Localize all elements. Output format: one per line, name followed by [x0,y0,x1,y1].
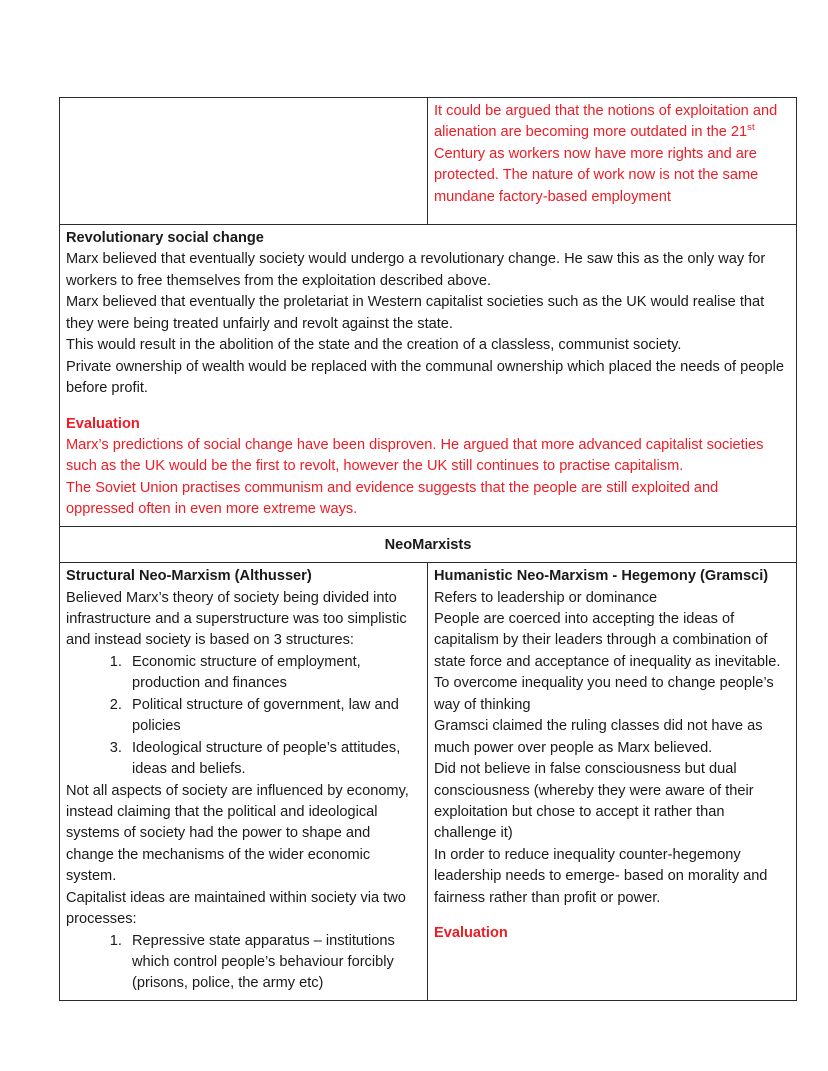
list-item: 3. Ideological structure of people’s attitudes, ideas and beliefs. [126,738,421,781]
neomarxists-header-cell [60,526,797,562]
evaluation-heading: Evaluation [434,925,508,942]
body-paragraph: Marx believed that eventually society would undergo a revolutionary change. He saw this as the only way for workers to free themselves from the exploitation described above. [66,251,766,289]
list-item: 1. Economic structure of employment, production and finances [126,652,421,695]
structures-list [66,652,421,781]
body-paragraph: Refers to leadership or dominance [434,589,658,606]
body-paragraph: Marx believed that eventually the proletariat in Western capitalist societies such as the UK would realise that they were being treated unfairly and revolt against the state. [66,294,765,332]
evaluation-paragraph: The Soviet Union practises communism and evidence suggests that the people are still exploited and oppressed often in even more extreme ways. [66,479,719,518]
evaluation-note-cell [428,98,797,225]
paragraph-spacer [434,909,790,923]
paragraph-spacer [66,400,790,414]
revision-notes-table [59,97,797,1001]
revolutionary-social-change-cell [60,225,797,527]
table-row [60,98,797,225]
evaluation-note-part1: It could be argued that the notions of exploitation and alienation are becoming more outdated in the 21 [434,103,778,141]
table-row [60,563,797,1001]
table-row [60,526,797,562]
body-paragraph: This would result in the abolition of the state and the creation of a classless, communist society. [66,337,682,354]
body-paragraph: Private ownership of wealth would be replaced with the communal ownership which placed the needs of people before profit. [66,358,784,397]
body-paragraph: Capitalist ideas are maintained within society via two processes: [66,889,406,928]
body-paragraph: Believed Marx’s theory of society being divided into infrastructure and a superstructure was too simplistic and instead society is based on 3 structures: [66,589,407,649]
evaluation-paragraph: Marx’s predictions of social change have been disproven. He argued that more advanced capitalist societies such as the UK would be the first to revolt, however the UK still continues to practise capitalism. [66,436,764,475]
ordinal-superscript: st [747,122,755,134]
table-row [60,225,797,527]
neomarxists-title: NeoMarxists [384,536,472,553]
section-heading: Revolutionary social change [66,230,264,246]
column-heading: Structural Neo-Marxism (Althusser) [66,568,312,585]
body-paragraph: To overcome inequality you need to change people’s way of thinking [434,675,774,713]
humanistic-neomarxism-cell [428,563,797,1001]
body-paragraph: Not all aspects of society are influenced by economy, instead claiming that the political and ideological systems of society had the power to shape and change the mechanisms of the wider economic system. [66,782,409,885]
body-paragraph: Gramsci claimed the ruling classes did not have as much power over people as Marx believed. [434,718,763,756]
structural-neomarxism-cell [60,563,428,1001]
body-paragraph: People are coerced into accepting the ideas of capitalism by their leaders through a combination of state force and acceptance of inequality as inevitable. [434,611,781,670]
evaluation-note-text [434,101,790,208]
evaluation-heading: Evaluation [66,415,140,432]
evaluation-note-part2: Century as workers now have more rights and are protected. The nature of work now is not the same mundane factory-based employment [434,145,759,205]
body-paragraph: Did not believe in false consciousness but dual consciousness (whereby they were aware of their exploitation but chose to accept it rather than challenge it) [434,761,754,842]
empty-cell [60,98,428,225]
list-item: 2. Political structure of government, law and policies [126,695,421,738]
list-item: 1. Repressive state apparatus – institutions which control people’s behaviour forcibly (prisons, police, the army etc) [126,931,421,995]
column-heading: Humanistic Neo-Marxism - Hegemony (Gramsci) [434,568,769,585]
processes-list [66,931,421,995]
body-paragraph: In order to reduce inequality counter-hegemony leadership needs to emerge- based on morality and fairness rather than profit or power. [434,846,768,906]
